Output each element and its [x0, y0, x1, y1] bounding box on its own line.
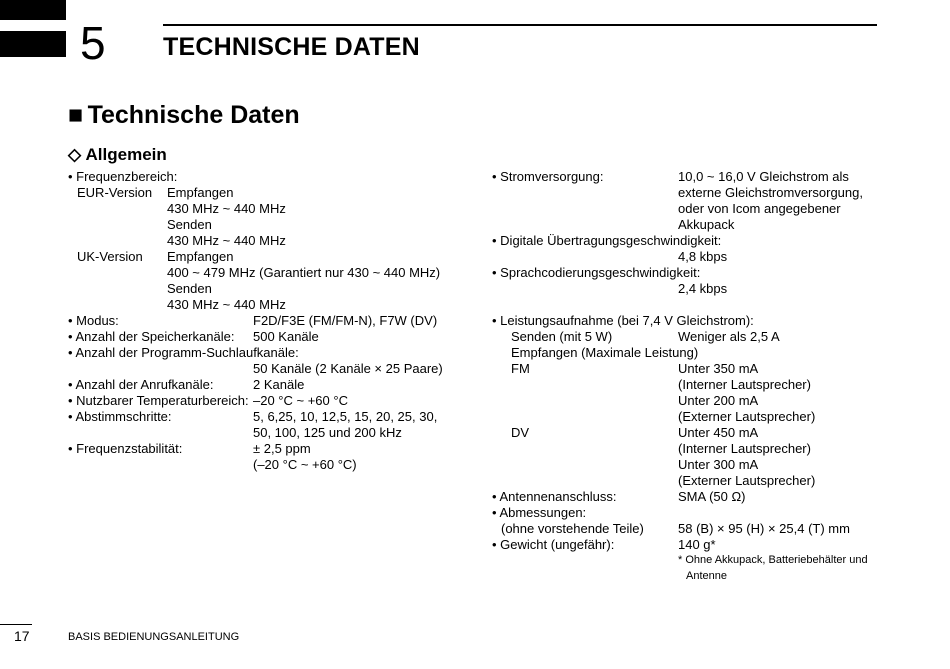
fm-label: FM: [511, 361, 530, 376]
scan-value: 50 Kanäle (2 Kanäle × 25 Paare): [253, 361, 443, 376]
step-label: • Abstimmschritte:: [68, 409, 172, 424]
fm-value-3: Unter 200 mA: [678, 393, 759, 408]
page-number: 17: [14, 628, 30, 644]
footnote-line-2: Antenne: [686, 570, 727, 582]
mode-label: • Modus:: [68, 313, 119, 328]
stab-value-2: (–20 °C ~ +60 °C): [253, 457, 357, 472]
power-value-3: oder von Icom angegebener: [678, 201, 841, 216]
uk-tx-value: 430 MHz ~ 440 MHz: [167, 297, 286, 312]
rx-label: Empfangen (Maximale Leistung): [511, 345, 699, 360]
dimensions-value: 58 (B) × 95 (H) × 25,4 (T) mm: [678, 521, 850, 536]
voice-value: 2,4 kbps: [678, 281, 728, 296]
consumption-label: • Leistungsaufnahme (bei 7,4 V Gleichstrom):: [492, 313, 754, 328]
uk-rx: Empfangen: [167, 249, 234, 264]
freq-label: • Frequenzbereich:: [68, 169, 178, 184]
fm-value-2: (Interner Lautsprecher): [678, 377, 811, 392]
power-value-1: 10,0 ~ 16,0 V Gleichstrom als: [678, 169, 849, 184]
stab-label: • Frequenzstabilität:: [68, 441, 183, 456]
subsection-heading: [68, 145, 167, 165]
tx-label: Senden (mit 5 W): [511, 329, 613, 344]
dv-value-2: (Interner Lautsprecher): [678, 441, 811, 456]
antenna-value: SMA (50 Ω): [678, 489, 746, 504]
footer-rule: [0, 624, 32, 625]
uk-rx-value: 400 ~ 479 MHz (Garantiert nur 430 ~ 440 MHz): [167, 265, 441, 280]
digi-value: 4,8 kbps: [678, 249, 728, 264]
weight-label: • Gewicht (ungefähr):: [492, 537, 615, 552]
header-rule: [163, 24, 877, 26]
mem-value: 500 Kanäle: [253, 329, 319, 344]
antenna-label: • Antennenanschluss:: [492, 489, 617, 504]
section-marker-icon: ■: [68, 101, 84, 129]
chapter-title: TECHNISCHE DATEN: [163, 33, 420, 61]
step-value-2: 50, 100, 125 und 200 kHz: [253, 425, 402, 440]
section-title: Technische Daten: [87, 101, 300, 129]
stab-value-1: ± 2,5 ppm: [253, 441, 311, 456]
manual-name: BASIS BEDIENUNGSANLEITUNG: [68, 631, 240, 643]
power-value-2: externe Gleichstromversorgung,: [678, 185, 863, 200]
dimensions-label: • Abmessungen:: [492, 505, 587, 520]
eur-label: EUR-Version: [77, 185, 153, 200]
mode-value: F2D/F3E (FM/FM-N), F7W (DV): [253, 313, 438, 328]
temp-value: –20 °C ~ +60 °C: [253, 393, 348, 408]
uk-label: UK-Version: [77, 249, 143, 264]
dv-label: DV: [511, 425, 530, 440]
diamond-icon: ◇: [68, 145, 82, 164]
chapter-number: 5: [80, 17, 106, 69]
subsection-title: Allgemein: [85, 145, 167, 164]
chapter-tab-top: [0, 0, 66, 20]
tx-value: Weniger als 2,5 A: [678, 329, 780, 344]
eur-rx: Empfangen: [167, 185, 234, 200]
weight-value: 140 g*: [678, 537, 716, 552]
eur-rx-value: 430 MHz ~ 440 MHz: [167, 201, 286, 216]
section-heading: [68, 101, 300, 130]
dv-value-4: (Externer Lautsprecher): [678, 473, 816, 488]
call-label: • Anzahl der Anrufkanäle:: [68, 377, 214, 392]
footnote-line-1: * Ohne Akkupack, Batteriebehälter und: [678, 554, 868, 566]
eur-tx-value: 430 MHz ~ 440 MHz: [167, 233, 286, 248]
uk-tx: Senden: [167, 281, 212, 296]
scan-label: • Anzahl der Programm-Suchlaufkanäle:: [68, 345, 299, 360]
temp-label: • Nutzbarer Temperaturbereich:: [68, 393, 249, 408]
call-value: 2 Kanäle: [253, 377, 305, 392]
fm-value-1: Unter 350 mA: [678, 361, 759, 376]
digi-label: • Digitale Übertragungsgeschwindigkeit:: [492, 233, 722, 248]
voice-label: • Sprachcodierungsgeschwindigkeit:: [492, 265, 701, 280]
dv-value-3: Unter 300 mA: [678, 457, 759, 472]
dv-value-1: Unter 450 mA: [678, 425, 759, 440]
power-value-4: Akkupack: [678, 217, 735, 232]
power-label: • Stromversorgung:: [492, 169, 604, 184]
dimensions-sub: (ohne vorstehende Teile): [501, 521, 644, 536]
step-value-1: 5, 6,25, 10, 12,5, 15, 20, 25, 30,: [253, 409, 438, 424]
eur-tx: Senden: [167, 217, 212, 232]
chapter-tab-bottom: [0, 31, 66, 57]
mem-label: • Anzahl der Speicherkanäle:: [68, 329, 235, 344]
fm-value-4: (Externer Lautsprecher): [678, 409, 816, 424]
